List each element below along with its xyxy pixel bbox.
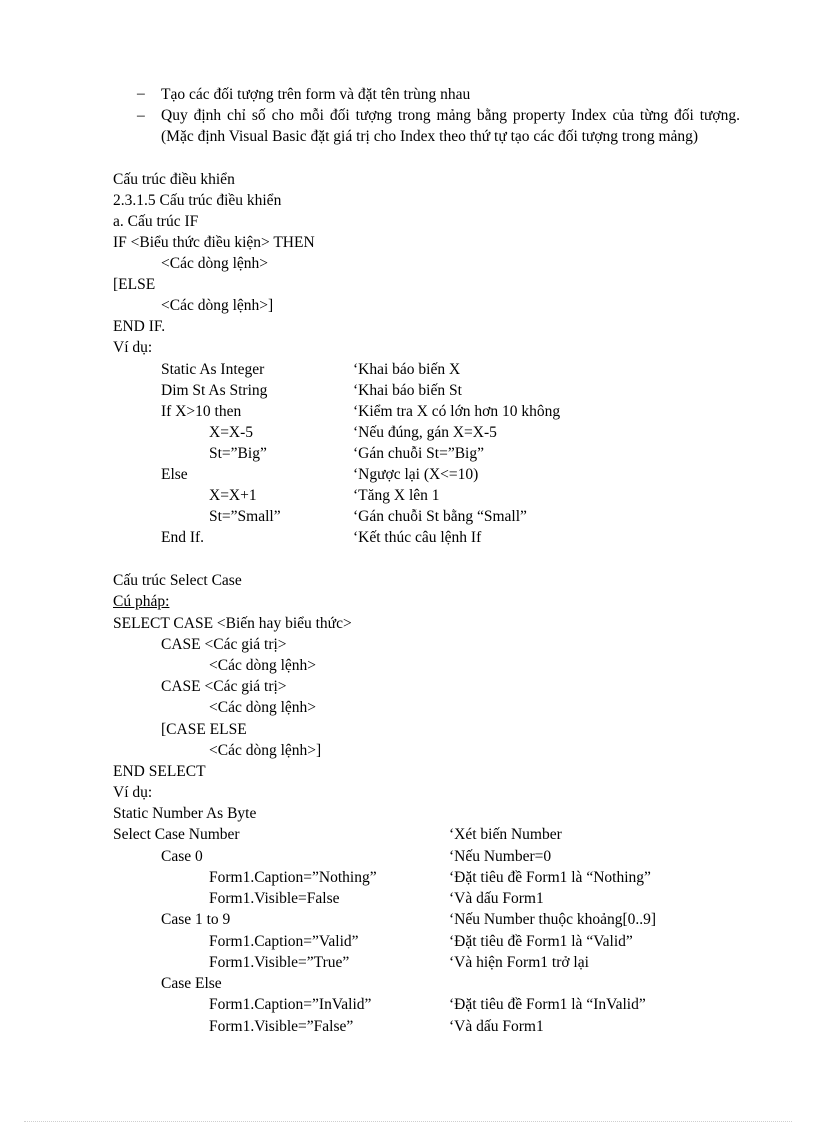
if-syntax-line: [ELSE xyxy=(113,276,156,293)
syntax-label: Cú pháp: xyxy=(113,593,170,610)
code-comment: ‘Khai báo biến St xyxy=(353,382,462,399)
example-label: Ví dụ: xyxy=(113,339,153,356)
if-syntax-line: END IF. xyxy=(113,318,166,335)
if-syntax-line: <Các dòng lệnh>] xyxy=(161,297,274,314)
select-syntax-line: <Các dòng lệnh>] xyxy=(209,742,322,759)
select-syntax-line: <Các dòng lệnh> xyxy=(209,699,317,716)
code-comment: ‘Kiểm tra X có lớn hơn 10 không xyxy=(353,403,561,420)
code-comment: ‘Gán chuỗi St bằng “Small” xyxy=(353,508,527,525)
code-line: Case 1 to 9 xyxy=(161,911,231,928)
code-line: Case 0 xyxy=(161,848,203,865)
code-comment: ‘Đặt tiêu đề Form1 là “Nothing” xyxy=(449,869,651,886)
code-line: Form1.Visible=”True” xyxy=(209,954,350,971)
code-comment: ‘Tăng X lên 1 xyxy=(353,487,440,504)
code-line: Form1.Caption=”InValid” xyxy=(209,996,372,1013)
code-comment: ‘Và dấu Form1 xyxy=(449,1018,544,1035)
code-line: If X>10 then xyxy=(161,403,242,420)
bullet-item: Quy định chỉ số cho mỗi đối tượng trong mảng bằng property Index của từng đối tượng.(Mặc định Visual Basic đặt giá trị cho Index theo thứ tự tạo các đối tượng trong mảng) xyxy=(161,107,740,145)
code-line: St=”Big” xyxy=(209,445,267,462)
code-comment: ‘Nếu Number thuộc khoảng[0..9] xyxy=(449,911,657,928)
bullet-marker: – xyxy=(137,85,145,102)
code-line: Case Else xyxy=(161,975,222,992)
code-comment: ‘Và dấu Form1 xyxy=(449,890,544,907)
code-line: Select Case Number xyxy=(113,826,240,843)
code-comment: ‘Ngược lại (X<=10) xyxy=(353,466,479,483)
code-line: St=”Small” xyxy=(209,508,281,525)
code-line: Dim St As String xyxy=(161,382,268,399)
if-syntax-line: <Các dòng lệnh> xyxy=(161,255,269,272)
code-line: Form1.Visible=”False” xyxy=(209,1018,354,1035)
code-comment: ‘Gán chuỗi St=”Big” xyxy=(353,445,484,462)
section-heading: 2.3.1.5 Cấu trúc điều khiển xyxy=(113,192,282,209)
select-syntax-line: SELECT CASE <Biến hay biểu thức> xyxy=(113,615,352,632)
code-comment: ‘Nếu Number=0 xyxy=(449,848,552,865)
code-line: Else xyxy=(161,466,188,483)
code-line: X=X-5 xyxy=(209,424,254,441)
code-comment: ‘Và hiện Form1 trở lại xyxy=(449,954,589,971)
select-syntax-line: END SELECT xyxy=(113,763,206,780)
heading-select-case: Cấu trúc Select Case xyxy=(113,572,242,589)
code-line: Form1.Caption=”Nothing” xyxy=(209,869,377,886)
example-label: Ví dụ: xyxy=(113,784,153,801)
bullet-item: Tạo các đối tượng trên form và đặt tên trùng nhau xyxy=(161,86,471,103)
select-syntax-line: CASE <Các giá trị> xyxy=(161,678,287,695)
code-line: End If. xyxy=(161,529,205,546)
code-comment: ‘Nếu đúng, gán X=X-5 xyxy=(353,424,497,441)
code-comment: ‘Đặt tiêu đề Form1 là “InValid” xyxy=(449,996,646,1013)
select-syntax-line: <Các dòng lệnh> xyxy=(209,657,317,674)
bullet-marker: – xyxy=(137,107,145,124)
code-comment: ‘Khai báo biến X xyxy=(353,361,461,378)
code-comment: ‘Đặt tiêu đề Form1 là “Valid” xyxy=(449,933,633,950)
select-syntax-line: CASE <Các giá trị> xyxy=(161,636,287,653)
code-line: Static As Integer xyxy=(161,361,265,378)
code-line: Form1.Visible=False xyxy=(209,890,340,907)
heading-control-structure: Cấu trúc điều khiển xyxy=(113,171,235,188)
subheading-if: a. Cấu trúc IF xyxy=(113,213,199,230)
page-bottom-rule xyxy=(24,1121,792,1122)
code-comment: ‘Kết thúc câu lệnh If xyxy=(353,529,482,546)
code-comment: ‘Xét biến Number xyxy=(449,826,562,843)
code-line: Static Number As Byte xyxy=(113,805,257,822)
select-syntax-line: [CASE ELSE xyxy=(161,721,247,738)
if-syntax-line: IF <Biểu thức điều kiện> THEN xyxy=(113,234,315,251)
code-line: X=X+1 xyxy=(209,487,257,504)
code-line: Form1.Caption=”Valid” xyxy=(209,933,359,950)
